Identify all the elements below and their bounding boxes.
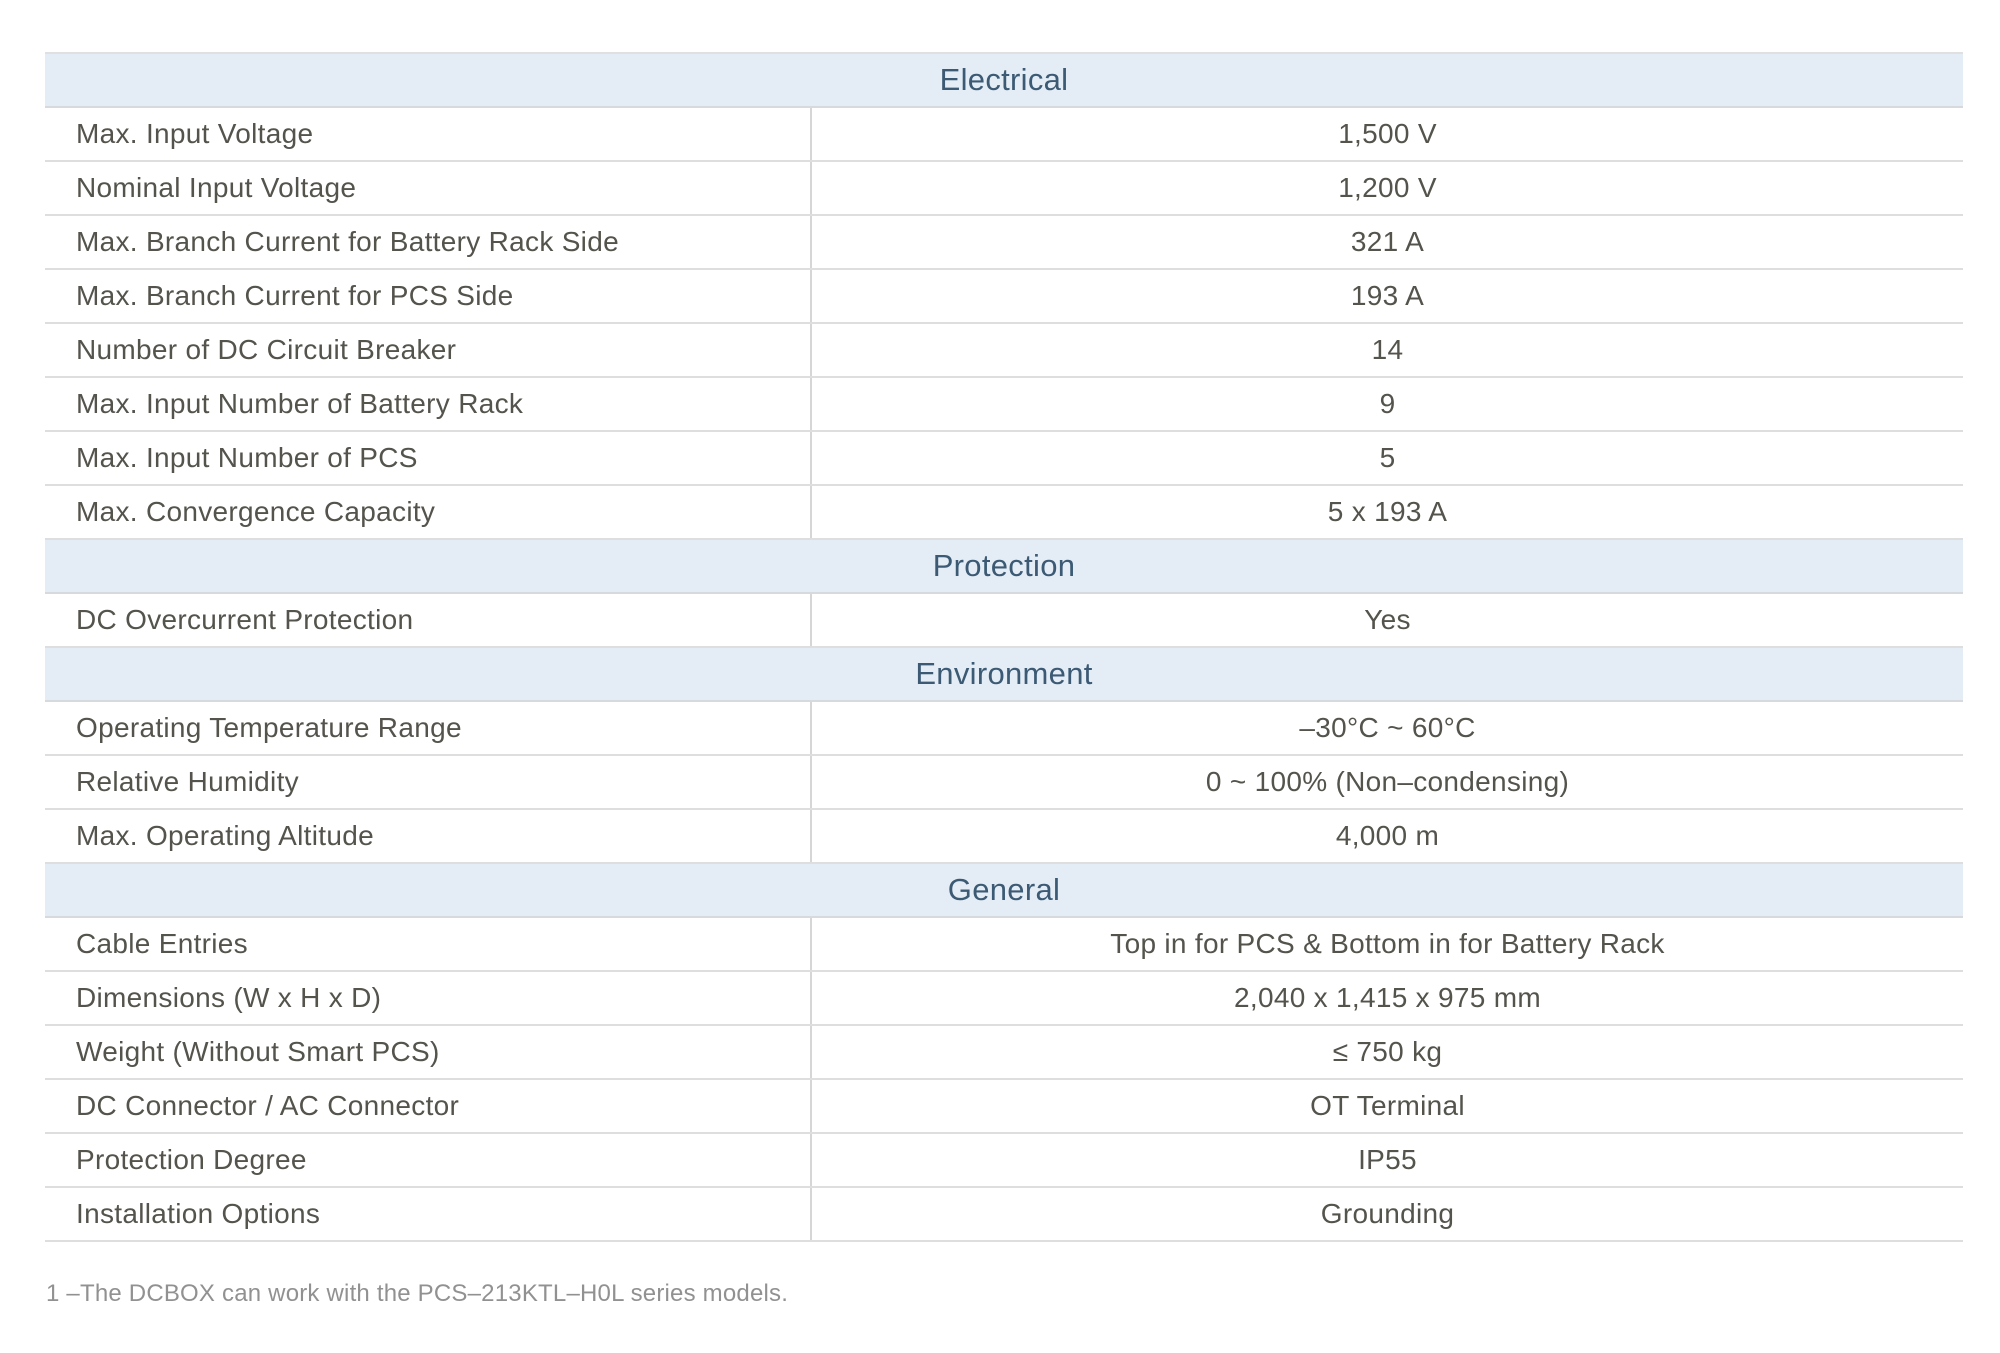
table-row xyxy=(45,108,1963,162)
row-value: Top in for PCS & Bottom in for Battery Rack xyxy=(1110,928,1665,959)
section-title: Protection xyxy=(932,548,1076,583)
table-row xyxy=(45,270,1963,324)
row-label: Max. Input Number of PCS xyxy=(45,432,812,484)
table-row xyxy=(45,324,1963,378)
table-row xyxy=(45,486,1963,540)
row-value: 5 x 193 A xyxy=(1327,496,1448,527)
row-value: 4,000 m xyxy=(1335,820,1440,851)
table-row xyxy=(45,702,1963,756)
row-label: Max. Input Voltage xyxy=(45,108,812,160)
table-row xyxy=(45,1026,1963,1080)
table-row xyxy=(45,756,1963,810)
table-row xyxy=(45,378,1963,432)
row-label: Dimensions (W x H x D) xyxy=(45,972,812,1024)
row-label: Cable Entries xyxy=(45,918,812,970)
row-value: 0 ~ 100% (Non–condensing) xyxy=(1205,766,1570,797)
row-value: 9 xyxy=(1379,388,1396,419)
row-label: DC Overcurrent Protection xyxy=(45,594,812,646)
section-title: Environment xyxy=(915,656,1093,691)
table-row xyxy=(45,972,1963,1026)
section-header-environment xyxy=(45,648,1963,702)
row-label: Protection Degree xyxy=(45,1134,812,1186)
table-row xyxy=(45,1080,1963,1134)
spec-table xyxy=(45,52,1963,1242)
row-value: 1,200 V xyxy=(1338,172,1437,203)
row-value: 193 A xyxy=(1350,280,1425,311)
row-value: 14 xyxy=(1371,334,1404,365)
section-title: Electrical xyxy=(939,62,1069,97)
section-title: General xyxy=(947,872,1061,907)
table-row xyxy=(45,162,1963,216)
row-label: Weight (Without Smart PCS) xyxy=(45,1026,812,1078)
row-value: 321 A xyxy=(1350,226,1425,257)
row-label: Max. Branch Current for PCS Side xyxy=(45,270,812,322)
row-label: Relative Humidity xyxy=(45,756,812,808)
table-row xyxy=(45,918,1963,972)
section-header-protection xyxy=(45,540,1963,594)
table-row xyxy=(45,216,1963,270)
table-row xyxy=(45,432,1963,486)
row-label: Max. Operating Altitude xyxy=(45,810,812,862)
row-value: 2,040 x 1,415 x 975 mm xyxy=(1234,982,1541,1013)
row-value: IP55 xyxy=(1358,1144,1417,1175)
row-label: Operating Temperature Range xyxy=(45,702,812,754)
footnote: 1 –The DCBOX can work with the PCS–213KTL–H0L series models. xyxy=(46,1280,789,1307)
row-label: Installation Options xyxy=(45,1188,812,1240)
row-label: Max. Branch Current for Battery Rack Side xyxy=(45,216,812,268)
row-value: –30°C ~ 60°C xyxy=(1299,712,1476,743)
row-value: 5 xyxy=(1379,442,1396,473)
table-row xyxy=(45,1188,1963,1242)
section-header-general xyxy=(45,864,1963,918)
row-label: Max. Convergence Capacity xyxy=(45,486,812,538)
row-value: Grounding xyxy=(1320,1198,1455,1229)
row-value: ≤ 750 kg xyxy=(1332,1036,1443,1067)
row-value: OT Terminal xyxy=(1310,1090,1465,1121)
table-row xyxy=(45,810,1963,864)
table-row xyxy=(45,1134,1963,1188)
row-value: Yes xyxy=(1364,604,1411,635)
row-value: 1,500 V xyxy=(1338,118,1437,149)
table-row xyxy=(45,594,1963,648)
row-label: Number of DC Circuit Breaker xyxy=(45,324,812,376)
section-header-electrical xyxy=(45,54,1963,108)
row-label: DC Connector / AC Connector xyxy=(45,1080,812,1132)
row-label: Max. Input Number of Battery Rack xyxy=(45,378,812,430)
row-label: Nominal Input Voltage xyxy=(45,162,812,214)
